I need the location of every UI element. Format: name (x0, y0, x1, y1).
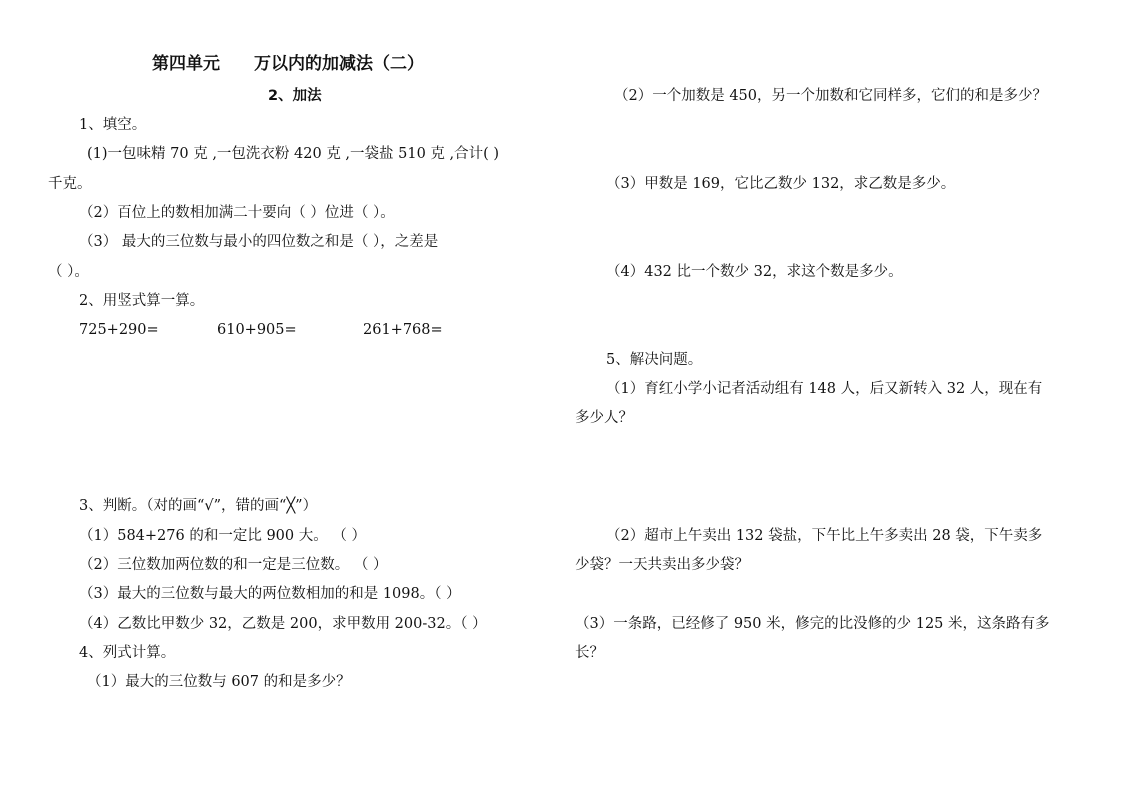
q1-item3-line1: （3） 最大的三位数与最小的四位数之和是（ ），之差是 (79, 234, 439, 250)
q5-heading: 5、解决问题。 (606, 352, 703, 368)
judge-item: （3）最大的三位数与最大的两位数相加的和是 1098。（ ） (79, 586, 461, 602)
vertical-calc-expr: 725+290= (79, 322, 159, 338)
q5-item3-line1: （3）一条路，已经修了 950 米，修完的比没修的少 125 米，这条路有多 (575, 616, 1050, 632)
q1-item3-line2: （ ）。 (48, 264, 89, 280)
q1-item2: （2）百位上的数相加满二十要向（ ）位进（ ）。 (79, 205, 395, 221)
q4-item3: （3）甲数是 169，它比乙数少 132，求乙数是多少。 (606, 176, 956, 192)
judge-item: （1）584+276 的和一定比 900 大。 （ ） (79, 528, 366, 544)
q4-item4: （4）432 比一个数少 32，求这个数是多少。 (606, 264, 903, 280)
topic-title: 万以内的加减法（二） (254, 54, 424, 74)
vertical-calc-expr: 610+905= (217, 322, 297, 338)
q1-heading: 1、填空。 (79, 117, 147, 133)
q3-heading: 3、判断。（对的画“√”，错的画“╳”） (79, 498, 318, 514)
section-title: 2、加法 (268, 88, 322, 104)
vertical-calc-expr: 261+768= (363, 322, 443, 338)
q1-item1-line2: 千克。 (48, 176, 92, 192)
q5-item1-line1: （1）育红小学小记者活动组有 148 人，后又新转入 32 人，现在有 (606, 381, 1043, 397)
q5-item3-line2: 长？ (575, 645, 604, 661)
q4-item1: （1）最大的三位数与 607 的和是多少？ (87, 674, 351, 690)
q5-item2-line2: 少袋？一天共卖出多少袋？ (575, 557, 749, 573)
q4-item2: （2）一个加数是 450，另一个加数和它同样多，它们的和是多少？ (614, 88, 1048, 104)
q5-item2-line1: （2）超市上午卖出 132 袋盐，下午比上午多卖出 28 袋，下午卖多 (606, 528, 1043, 544)
q2-heading: 2、用竖式算一算。 (79, 293, 205, 309)
q1-item1-line1: (1)一包味精 70 克 ,一包洗衣粉 420 克 ,一袋盐 510 克 ,合计( ) (87, 146, 500, 162)
q4-heading: 4、列式计算。 (79, 645, 176, 661)
judge-item: （4）乙数比甲数少 32，乙数是 200，求甲数用 200-32。（ ） (79, 616, 487, 632)
q5-item1-line2: 多少人？ (575, 410, 633, 426)
unit-title: 第四单元 (152, 54, 220, 74)
judge-item: （2）三位数加两位数的和一定是三位数。 （ ） (79, 557, 388, 573)
